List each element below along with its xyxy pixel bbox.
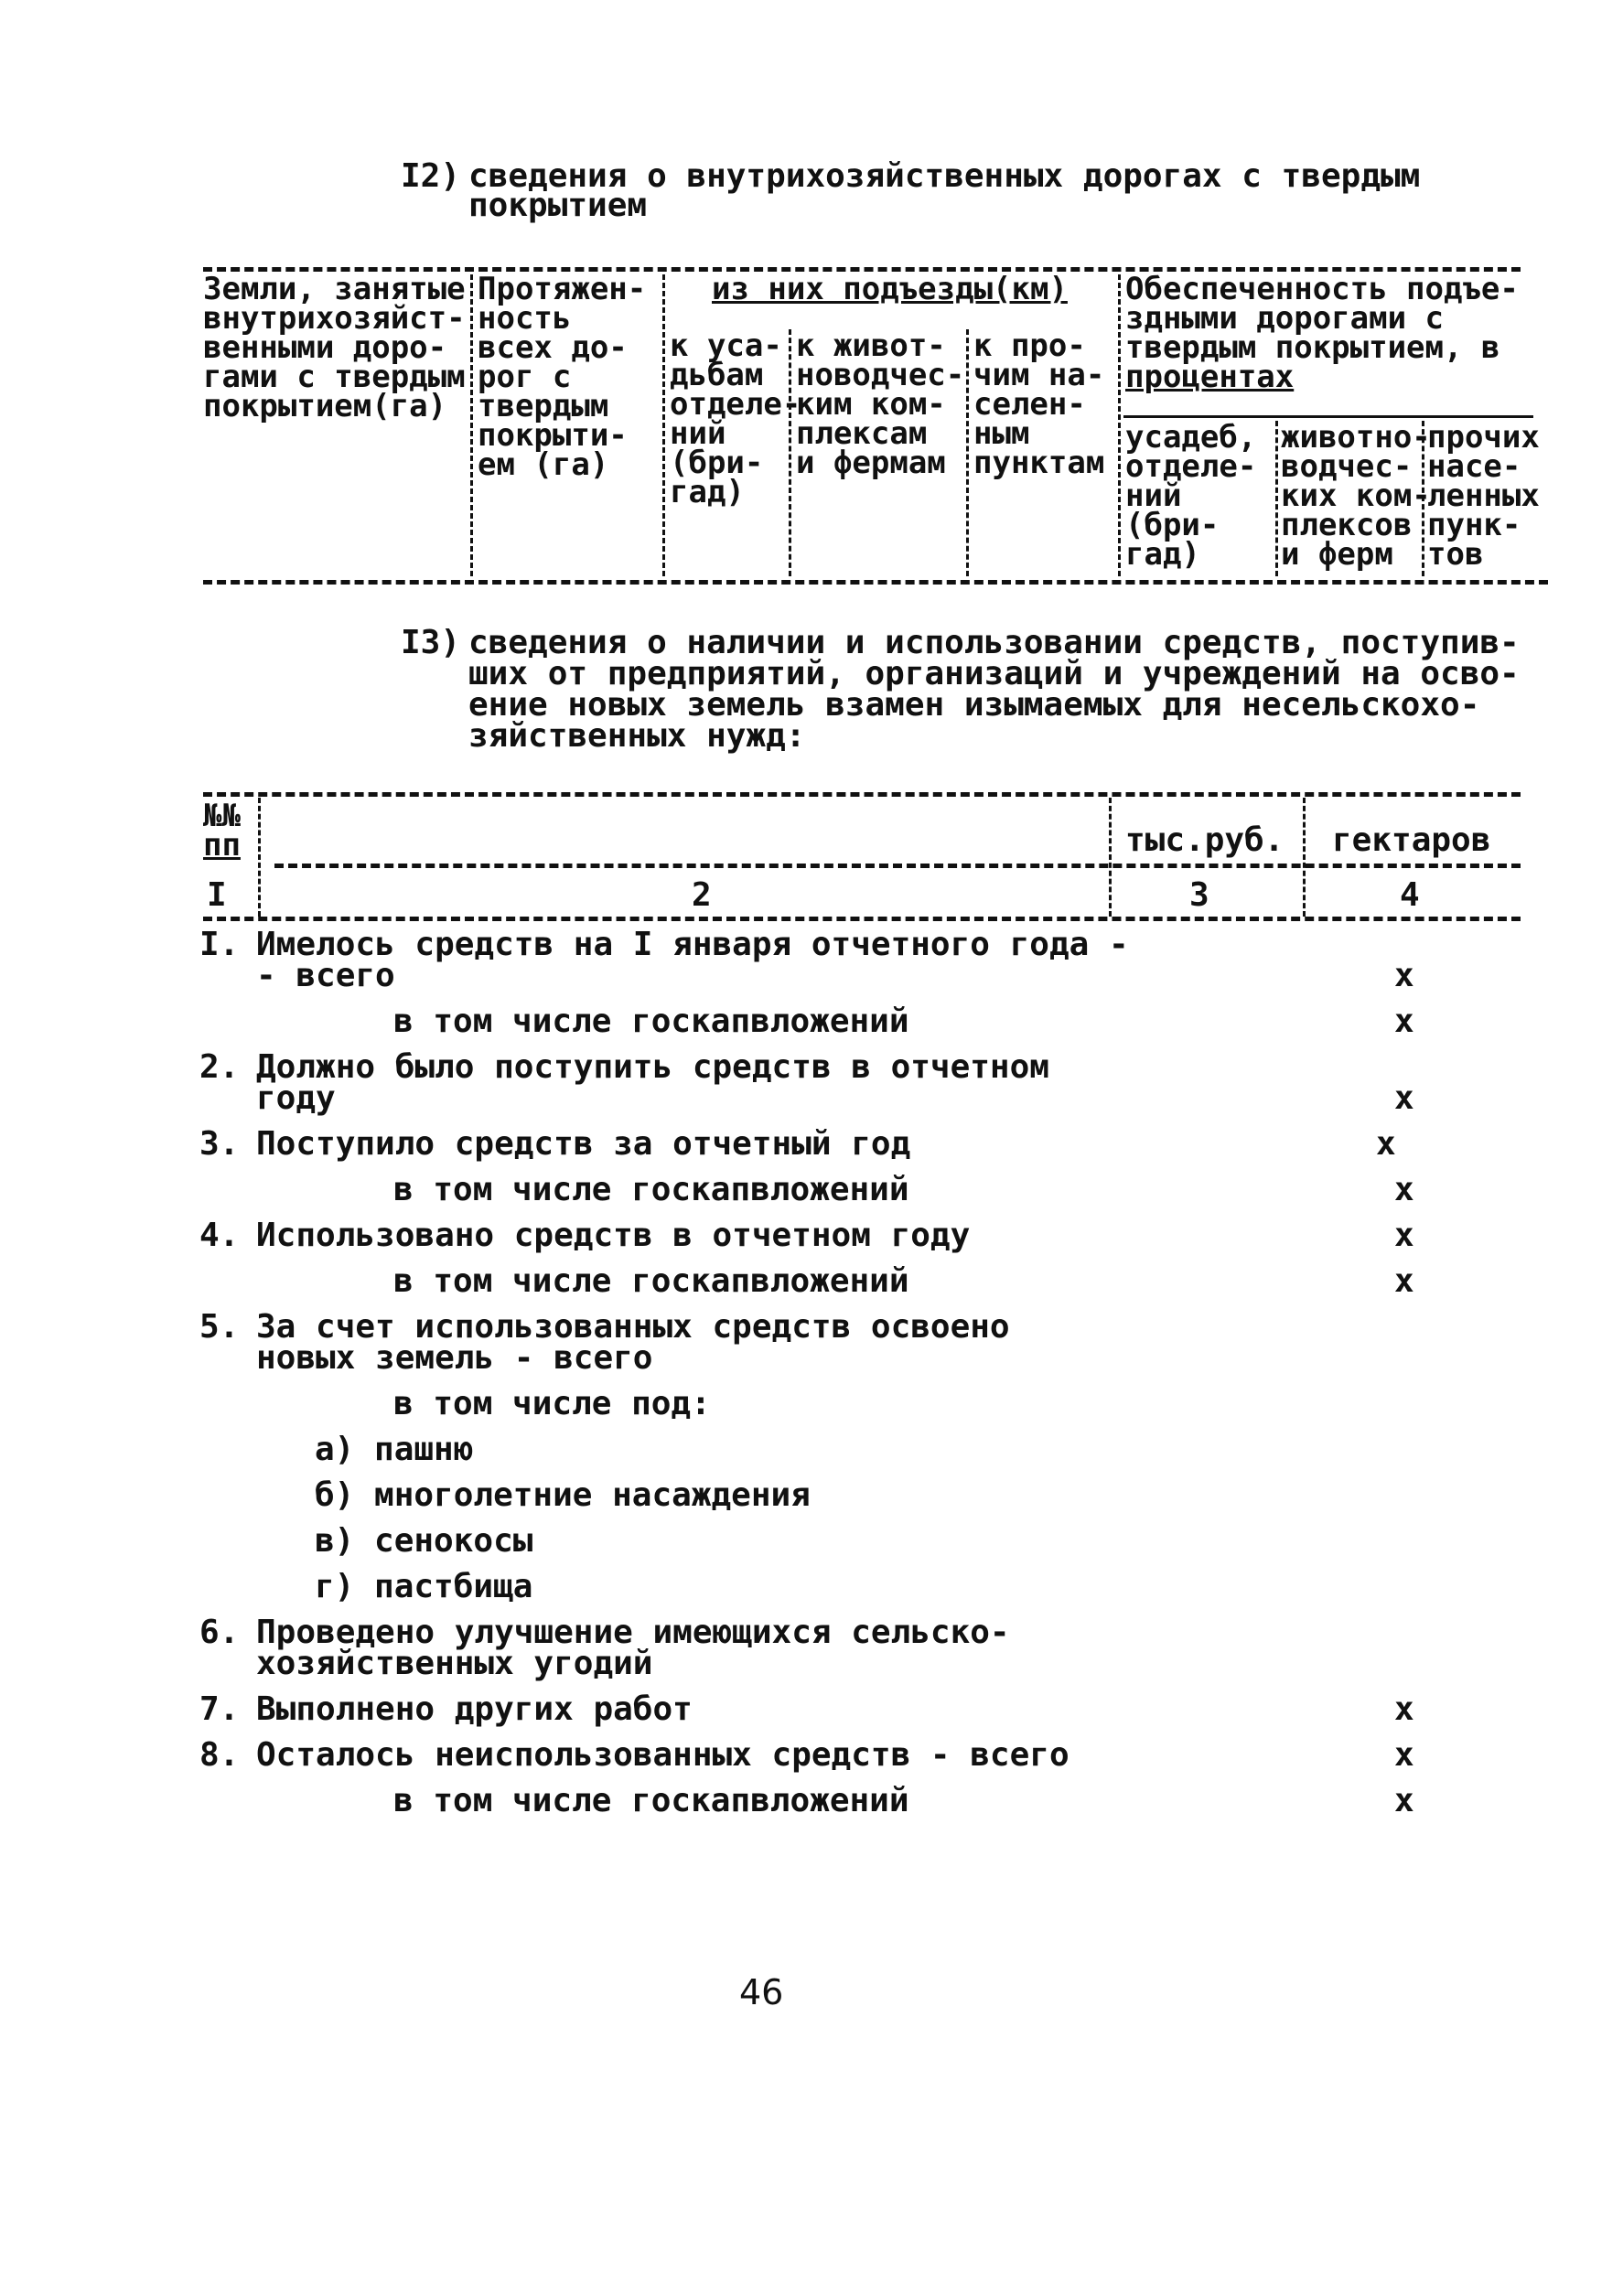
table-row: 7. Выполнено других работ — [199, 1690, 693, 1728]
col-header-to-livestock: к живот- новодчес- ким ком- плексам и фермам — [796, 327, 965, 481]
col-separator — [1303, 798, 1306, 917]
table-row: в том числе госкапвложений — [393, 1003, 909, 1040]
section-12-title-line-2: покрытием — [468, 187, 648, 224]
col-separator — [662, 274, 665, 576]
table-row: в том числе госкапвложений — [393, 1171, 909, 1208]
table-row: 4. Использовано средств в отчетном году — [199, 1217, 971, 1254]
table-row: 8. Осталось неиспользованных средств - всего — [199, 1736, 1069, 1774]
col-separator — [470, 274, 473, 576]
col-header-pct-estates: усадеб, отделе- ний (бри- гад) — [1125, 419, 1257, 573]
table-row: 6. Проведено улучшение имеющихся сельско- хозяйственных угодий — [199, 1614, 1010, 1682]
cross-mark: x — [1394, 1079, 1414, 1117]
cross-mark: x — [1394, 1262, 1414, 1300]
cross-mark: x — [1394, 1782, 1414, 1819]
section-13-title: сведения о наличии и использовании средств, поступив- ших от предприятий, организаций и учреждений на осво- ение новых земель взамен изымаемых для несельскохо- зяйственных нужд: — [468, 624, 1520, 755]
col-number-2: 2 — [692, 876, 712, 914]
cross-mark: x — [1394, 1736, 1414, 1774]
header-top-rule — [203, 792, 1521, 797]
col-header-pct-livestock: животно- водчес- ких ком- плексов и ферм — [1281, 419, 1431, 573]
page-number: 46 — [739, 1972, 784, 2012]
table-row: г) пастбища — [315, 1568, 533, 1605]
col-header-length: Протяжен- ность всех до- рог с твердым покрыти- ем (га) — [478, 271, 647, 483]
table-row: 2. Должно было поступить средств в отчетном году — [199, 1048, 1049, 1117]
col-separator — [966, 329, 969, 576]
col-number-1: I — [207, 876, 227, 914]
col-separator — [1275, 421, 1278, 576]
table-row: 5. За счет использованных средств освоено новых земель - всего — [199, 1308, 1010, 1377]
table-row: б) многолетние насаждения — [315, 1476, 811, 1514]
table-row: в том числе под: — [393, 1385, 711, 1422]
col-header-to-settlements: к про- чим на- селен- ным пунктам — [973, 327, 1105, 481]
group-header-provision: Обеспеченность подъе- здными дорогами с твердым покрытием, в процентах — [1125, 271, 1519, 395]
group-header-access-roads: из них подъезды(км) — [712, 271, 1068, 307]
cross-mark: x — [1376, 1125, 1396, 1163]
cross-mark: x — [1394, 1217, 1414, 1254]
section-12-title-line-1: сведения о внутрихозяйственных дорогах с твердым — [468, 157, 1421, 195]
table-row: а) пашню — [315, 1431, 474, 1468]
cross-mark: x — [1394, 957, 1414, 994]
col-number-4: 4 — [1400, 876, 1420, 914]
col-header-lands: Земли, занятые внутрихозяйст- венными доро- гами с твердым покрытием(га) — [203, 271, 466, 424]
col-header-thousand-rub: тыс.руб. — [1125, 821, 1284, 859]
section-12-number: I2) — [401, 157, 461, 195]
col-separator — [1118, 274, 1121, 576]
col-header-pct-settlements: прочих насе- ленных пунк- тов — [1427, 419, 1540, 573]
header-middle-rule — [274, 864, 1521, 868]
cross-mark: x — [1394, 1171, 1414, 1208]
col-header-to-estates: к уса- дьбам отделе- ний (бри- гад) — [670, 327, 801, 510]
table-row: в том числе госкапвложений — [393, 1262, 909, 1300]
group-underline — [1123, 415, 1533, 418]
table-row: в том числе госкапвложений — [393, 1782, 909, 1819]
header-bottom-rule — [203, 917, 1521, 921]
col-separator — [1109, 798, 1112, 917]
col-separator — [258, 798, 261, 917]
table-row: I. Имелось средств на I января отчетного года - - всего — [199, 926, 1129, 994]
col-number-3: 3 — [1189, 876, 1209, 914]
table-row: 3. Поступило средств за отчетный год — [199, 1125, 911, 1163]
table-row: в) сенокосы — [315, 1522, 533, 1560]
section-13-number: I3) — [401, 624, 461, 661]
col-header-number: №№ пп — [203, 798, 241, 864]
cross-mark: x — [1394, 1690, 1414, 1728]
col-header-hectares: гектаров — [1332, 821, 1491, 859]
table-bottom-rule — [203, 580, 1548, 585]
cross-mark: x — [1394, 1003, 1414, 1040]
